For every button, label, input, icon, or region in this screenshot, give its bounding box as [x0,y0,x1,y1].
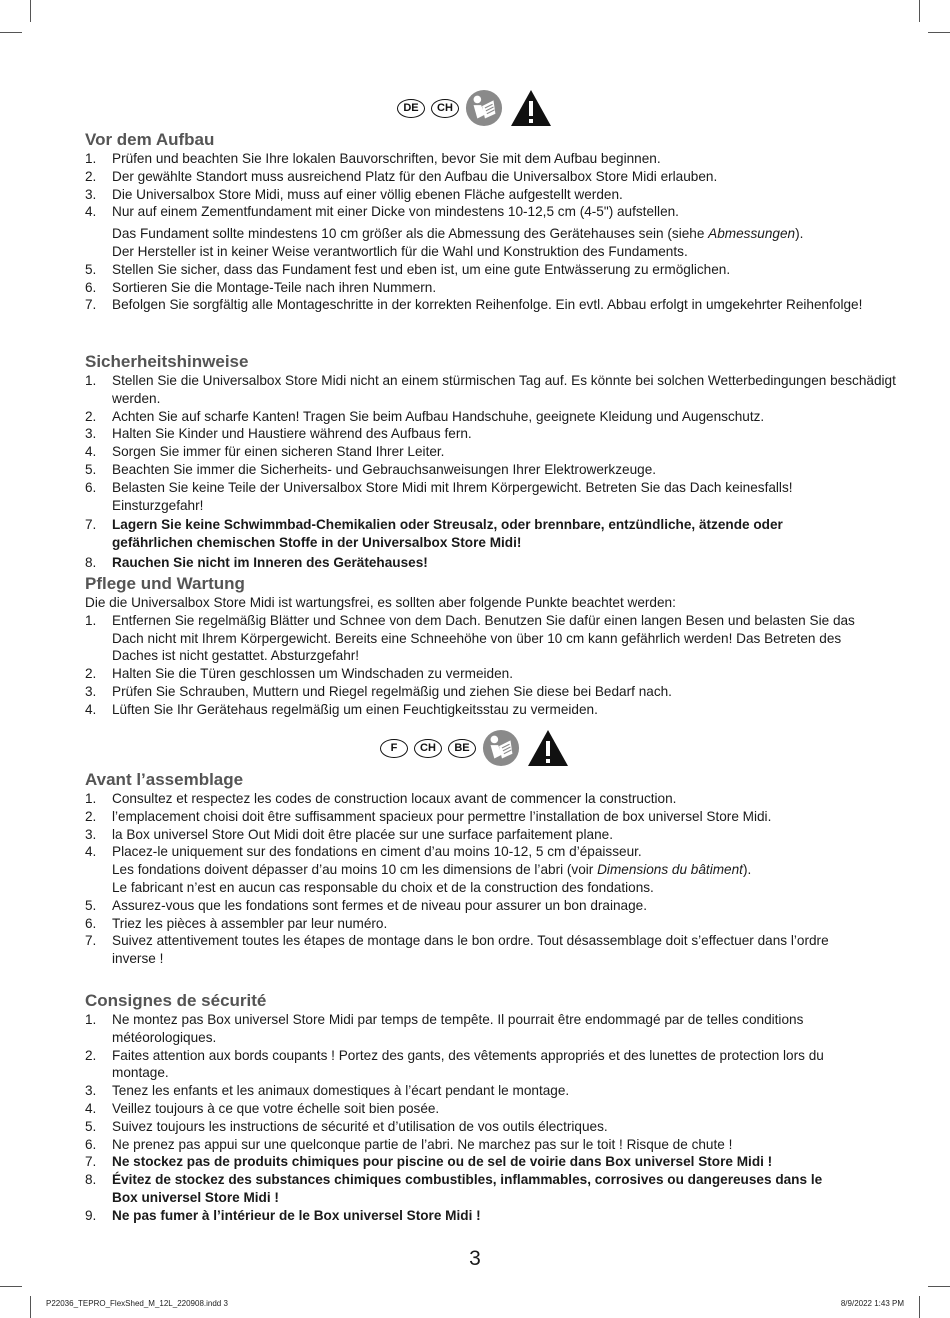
warning-triangle-icon [509,88,553,128]
footer-file-name: P22036_TEPRO_FlexShed_M_12L_220908.indd 3 [46,1299,228,1308]
section-consignes-de-securite [85,991,850,1225]
crop-mark-bottom-left-v [30,1296,31,1318]
list-item: 2. l’emplacement choisi doit être suffisamment spacieux pour permettre l’installation de box universel Store Midi. [85,808,772,824]
crop-mark-bottom-left-h [0,1286,22,1287]
list-item: 7. Suivez attentivement toutes les étapes de montage dans le bon ordre. Tout désassemblage doit s’effectuer dans l’ordre inverse ! [85,933,829,967]
list-item: 4. Sorgen Sie immer für einen sicheren Stand Ihrer Leiter. [85,444,445,460]
icon-row-de [0,88,950,128]
section-intro: Die die Universalbox Store Midi ist wartungsfrei, es sollten aber folgende Punkte beachtet werden: [85,595,676,610]
instruction-list [85,790,865,968]
list-item: 5. Beachten Sie immer die Sicherheits- und Gebrauchsanweisungen Ihrer Elektrowerkzeuge. [85,461,657,477]
list-item: 4. Placez-le uniquement sur des fondations en ciment d’au moins 10-12, 5 cm d’épaisseur. Les fondations doivent dépasser d’au moins 10 cm les dimensions de l’abri (voir Dimensions du bâtiment). Le fabricant n’est en aucun cas responsable du choix et de la construction des fondations. [85,843,865,896]
instruction-list [85,1011,850,1225]
list-item: 6. Sortieren Sie die Montage-Teile nach ihren Nummern. [85,279,437,295]
icon-row-fr [0,728,950,768]
list-item: 8. Rauchen Sie nicht im Inneren des Gerätehauses! [85,554,428,570]
footer-timestamp: 8/9/2022 1:43 PM [840,1299,904,1308]
list-item: 1. Stellen Sie die Universalbox Store Midi nicht an einem stürmischen Tag auf. Es könnte bei solchen Wetterbedingungen beschädigt werden. [85,373,896,406]
list-item: 1. Entfernen Sie regelmäßig Blätter und Schnee von dem Dach. Benutzen Sie dafür einen langen Besen und belasten Sie das Dach nicht mit Ihrem Körpergewicht. Bereits eine Schneehöhe von über 10 cm kann gefährlich werden! Das Betreten des Daches ist nicht gestattet. Absturzgefahr! [85,612,855,664]
warning-triangle-icon [526,728,570,768]
list-item: 7. Lagern Sie keine Schwimmbad-Chemikalien oder Streusalz, oder brennbare, entzündliche, ätzende oder gefährlichen chemischen Stoffe in der Universalbox Store Midi! [85,517,783,551]
instruction-list [85,372,900,572]
list-item: 4. Veillez toujours à ce que votre échelle soit bien posée. [85,1100,440,1116]
crop-mark-bottom-right-h [928,1286,950,1287]
list-item-subtext: Les fondations doivent dépasser d’au moins 10 cm les dimensions de l’abri (voir Dimensions du bâtiment). [112,862,752,878]
list-item: 1. Prüfen und beachten Sie Ihre lokalen Bauvorschriften, bevor Sie mit dem Aufbau beginnen. [85,151,661,166]
country-badge-f: F [380,739,408,758]
section-sicherheitshinweise [85,352,900,572]
list-item: 5. Stellen Sie sicher, dass das Fundament fest und eben ist, um eine gute Entwässerung zu ermöglichen. [85,261,731,277]
list-item: 3. Die Universalbox Store Midi, muss auf einer völlig ebenen Fläche aufgestellt werden. [85,186,623,202]
list-item: 2. Achten Sie auf scharfe Kanten! Tragen Sie beim Aufbau Handschuhe, geeignete Kleidung und Augenschutz. [85,408,765,424]
section-heading: Consignes de sécurité [85,991,267,1010]
country-badge-ch: CH [431,99,459,118]
country-badge-de: DE [397,99,425,118]
list-item-subtext: Le fabricant n’est en aucun cas responsable du choix et de la construction des fondations. [112,879,654,895]
list-item: 6. Ne prenez pas appui sur une quelconque partie de l’abri. Ne marchez pas sur le toit ! Risque de chute ! [85,1136,733,1152]
read-manual-icon [465,89,503,127]
crop-mark-top-left-v [30,0,31,22]
list-item: 7. Befolgen Sie sorgfältig alle Montageschritte in der korrekten Reihenfolge. Ein evtl. Abbau erfolgt in umgekehrter Reihenfolge! [85,297,863,313]
list-item: 4. Nur auf einem Zementfundament mit einer Dicke von mindestens 10-12,5 cm (4-5") aufstellen. Das Fundament sollte mindestens 10 cm größer als die Abmessung des Gerätehauses sein (siehe Abmessungen). Der Hersteller ist in keiner Weise verantwortlich für die Wahl und Konstruktion des Fundaments. [85,203,905,260]
crop-mark-bottom-right-v [919,1296,920,1318]
section-pflege-und-wartung [85,574,865,719]
crop-mark-top-left-h [0,32,22,33]
country-badge-ch: CH [414,739,442,758]
list-item: 6. Belasten Sie keine Teile der Universalbox Store Midi mit Ihrem Körpergewicht. Betreten Sie das Dach keinesfalls! Einsturzgefahr! [85,479,793,513]
list-item: 3. Prüfen Sie Schrauben, Muttern und Riegel regelmäßig und ziehen Sie diese bei Bedarf nach. [85,683,672,699]
crop-mark-top-right-v [919,0,920,22]
list-item: 3. la Box universel Store Out Midi doit être placée sur une surface parfaitement plane. [85,826,613,842]
list-item: 2. Der gewählte Standort muss ausreichend Platz für den Aufbau die Universalbox Store Midi erlauben. [85,168,718,184]
section-heading: Avant l’assemblage [85,770,244,789]
read-manual-icon [482,729,520,767]
list-item: 3. Halten Sie Kinder und Haustiere während des Aufbaus fern. [85,426,472,442]
list-item-subtext: Der Hersteller ist in keiner Weise verantwortlich für die Wahl und Konstruktion des Fundaments. [112,243,688,259]
section-heading: Pflege und Wartung [85,574,245,593]
list-item: 2. Faites attention aux bords coupants ! Portez des gants, des vêtements appropriés et des lunettes de protection lors du montage. [85,1047,824,1081]
list-item: 2. Halten Sie die Türen geschlossen um Windschaden zu vermeiden. [85,666,513,682]
list-item: 4. Lüften Sie Ihr Gerätehaus regelmäßig um einen Feuchtigkeitsstau zu vermeiden. [85,701,598,717]
section-heading: Vor dem Aufbau [85,130,215,149]
list-item: 5. Suivez toujours les instructions de sécurité et d’utilisation de vos outils électriques. [85,1118,608,1134]
list-item: 3. Tenez les enfants et les animaux domestiques à l’écart pendant le montage. [85,1083,570,1099]
section-vor-dem-aufbau [85,130,905,314]
list-item: 1. Ne montez pas Box universel Store Midi par temps de tempête. Il pourrait être endommagé par de telles conditions météorologiques. [85,1012,804,1045]
instruction-list [85,150,905,314]
section-heading: Sicherheitshinweise [85,352,249,371]
list-item: 7. Ne stockez pas de produits chimiques pour piscine ou de sel de voirie dans Box universel Store Midi ! [85,1154,773,1170]
list-item: 5. Assurez-vous que les fondations sont fermes et de niveau pour assurer un bon drainage. [85,897,648,913]
list-item: 6. Triez les pièces à assembler par leur numéro. [85,915,388,931]
list-item: 9. Ne pas fumer à l’intérieur de le Box universel Store Midi ! [85,1207,481,1223]
country-badge-be: BE [448,739,476,758]
section-avant-assemblage [85,770,865,968]
page-number: 3 [469,1247,481,1270]
crop-mark-top-right-h [928,32,950,33]
list-item: 8. Évitez de stockez des substances chimiques combustibles, inflammables, corrosives ou dangereuses dans le Box universel Store Midi ! [85,1172,823,1205]
list-item-subtext: Das Fundament sollte mindestens 10 cm größer als die Abmessung des Gerätehauses sein (siehe Abmessungen). [112,226,804,242]
instruction-list [85,612,865,719]
list-item: 1. Consultez et respectez les codes de construction locaux avant de commencer la construction. [85,791,677,806]
